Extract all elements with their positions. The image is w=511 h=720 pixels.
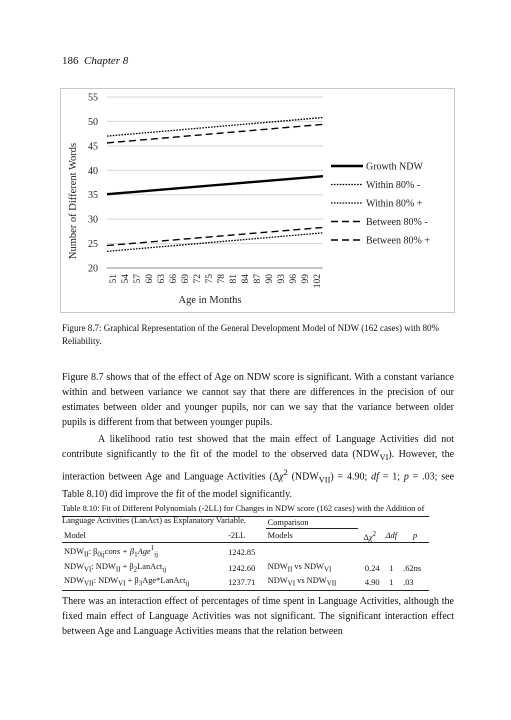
- x-tick-label: 102: [313, 274, 323, 289]
- legend-label: Between 80% +: [366, 235, 430, 247]
- table-cell-ll: 1237.71: [226, 575, 266, 590]
- table-row: [62, 561, 429, 576]
- x-tick-label: 51: [109, 274, 119, 284]
- table-row: [62, 575, 429, 590]
- table-cell-chi: 4.90: [358, 575, 382, 590]
- model-fit-table: [62, 516, 429, 591]
- x-tick-label: 84: [241, 274, 251, 284]
- table-cell-p: .03: [401, 575, 429, 590]
- x-tick-label: 60: [145, 274, 155, 284]
- table-cell-p: .62ns: [403, 563, 422, 573]
- table-cell-df: 1: [389, 563, 394, 573]
- legend-label: Within 80% +: [366, 198, 423, 210]
- x-tick-label: 63: [157, 274, 167, 284]
- paragraph-3: There was an interaction effect of percentages of time spent in Language Activities, although the fixed main effect of Language Activities was not significant. The significant interaction effect between Age and Language Activities means that the relation between: [62, 596, 454, 637]
- table-cell-df: 1: [382, 575, 402, 590]
- paragraph-2: A likelihood ratio test showed that the main effect of Language Activities did not contribute significantly to the fit of the model to the observed data $(NDW_{VI})$. However, the interaction between Age and Language Activities ($\Delta\chi^2$ $(NDW_{VII}) = 4.90$; df = 1; p = .03; see Table 8.10) did improve the fit of the model significantly.: [62, 434, 455, 501]
- table-head-comparison: Comparison: [266, 517, 358, 529]
- y-tick-label: 40: [88, 165, 98, 177]
- table-head-df: Δdf: [382, 529, 402, 543]
- page-number: 186: [62, 55, 79, 67]
- x-tick-label: 96: [289, 274, 299, 284]
- table-caption: Table 8.10: Fit of Different Polynomials (-2LL) for Changes in NDW score (162 cases) with the Addition of Language Activities (LanAct) as Explanatory Variable.: [62, 504, 425, 525]
- series-line: [107, 227, 323, 245]
- table-cell-comparison: $NDW_{VI}$ vs $NDW_{VII}$: [266, 575, 358, 590]
- table-cell-comparison: $NDW_{II}$ vs $NDW_{VI}$: [267, 561, 332, 574]
- table-header-row: [62, 529, 429, 543]
- table-cell-model: $NDW_{VII}$: $NDW_{VI}$ + $\beta_3Age*LanAct_{ij}$: [62, 575, 226, 590]
- x-tick-label: 81: [229, 274, 239, 284]
- x-tick-label: 90: [265, 274, 275, 284]
- table-head-p: p: [401, 529, 429, 543]
- series-line: [107, 176, 323, 194]
- table-cell-chi: [358, 543, 382, 561]
- x-axis-label: Age in Months: [178, 295, 242, 306]
- legend-label: Within 80% -: [366, 180, 421, 191]
- y-tick-label: 45: [88, 141, 98, 153]
- table-head-model: Model: [62, 529, 226, 543]
- table-head-models: Models: [266, 529, 358, 543]
- series-line: [107, 233, 323, 252]
- table-cell-comparison: [266, 543, 358, 561]
- x-tick-label: 99: [301, 274, 311, 284]
- series-line: [107, 118, 323, 137]
- running-header: [62, 55, 128, 67]
- table-cell-model: $NDW_{VI}$: $NDW_{II}$ + $\beta_2LanAct_{ij}$: [64, 561, 167, 574]
- y-tick-label: 20: [88, 263, 98, 275]
- table-cell-model: $NDW_{II}$: $\beta_{0ij}cons + \beta_1Age^1_{ij}$: [64, 544, 159, 559]
- legend-label: Growth NDW: [366, 161, 423, 173]
- table-cell-p: [401, 543, 429, 561]
- table-row: [62, 543, 429, 561]
- y-tick-label: 35: [88, 190, 98, 202]
- y-axis-label: Number of Different Words: [68, 142, 79, 260]
- y-tick-label: 55: [88, 92, 98, 104]
- x-tick-label: 78: [217, 274, 227, 284]
- paragraph-1: Figure 8.7 shows that of the effect of Age on NDW score is significant. With a constant variance within and between variance we cannot say that there are differences in the precision of our estimates between older and younger pupils, nor can we say that the variance between older pupils is different from that between younger pupils.: [62, 372, 454, 428]
- x-tick-label: 93: [277, 274, 287, 284]
- x-tick-label: 87: [253, 274, 263, 284]
- legend-label: Between 80% -: [366, 217, 428, 228]
- x-tick-label: 57: [133, 274, 143, 284]
- ndw-growth-chart: [60, 88, 455, 313]
- table-head-ll: -2LL: [226, 529, 266, 543]
- x-tick-label: 69: [181, 274, 191, 284]
- y-tick-label: 25: [88, 239, 98, 251]
- table-cell-chi: 0.24: [364, 563, 380, 573]
- chapter-label: Chapter 8: [84, 55, 129, 67]
- y-tick-label: 50: [88, 116, 98, 128]
- x-tick-label: 72: [193, 274, 203, 284]
- table-header-group-row: [62, 517, 429, 529]
- table-cell-ll: 1242.60: [228, 563, 256, 573]
- x-tick-label: 54: [121, 274, 131, 284]
- table-cell-df: [382, 543, 402, 561]
- table-cell-ll: 1242.85: [228, 547, 256, 557]
- x-tick-label: 66: [169, 274, 179, 284]
- x-tick-label: 75: [205, 274, 215, 284]
- table-head-chi: $\Delta\chi^2$: [358, 529, 382, 543]
- y-tick-label: 30: [88, 214, 98, 226]
- figure-caption: Figure 8.7: Graphical Representation of the General Development Model of NDW (162 cases) with 80% Reliability.: [62, 323, 439, 346]
